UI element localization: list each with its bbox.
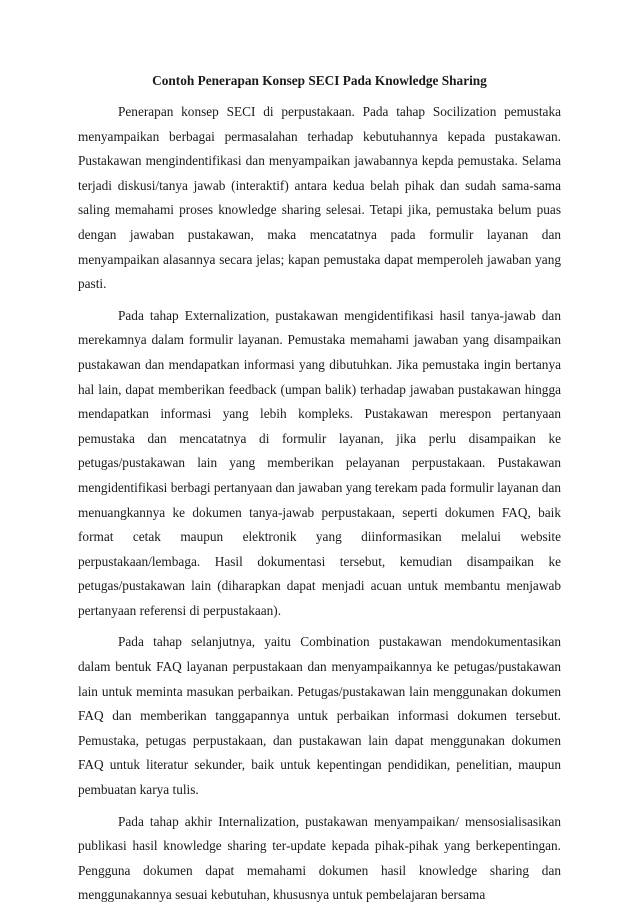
paragraph-socialization: Penerapan konsep SECI di perpustakaan. Pada tahap Socilization pemustaka menyampaikan berbagai permasalahan terhadap kebutuhannya kepada pustakawan. Pustakawan mengindentifikasi dan menyampaikan jawabannya kepda pemustaka. Selama terjadi diskusi/tanya jawab (interaktif) antara kedua belah pihak dan sudah sama-sama saling memahami proses knowledge sharing selesai. Tetapi jika, pemustaka belum puas dengan jawaban pustakawan, maka mencatatnya pada formulir layanan dan menyampaikan alasannya secara jelas; kapan pemustaka dapat memperoleh jawaban yang pasti. (78, 104, 561, 292)
paragraph-internalization: Pada tahap akhir Internalization, pustakawan menyampaikan/ mensosialisasikan publikasi hasil knowledge sharing ter-update kepada pihak-pihak yang berkepentingan. Pengguna dokumen dapat memahami dokumen hasil knowledge sharing dan menggunakannya sesuai kebutuhan, khususnya untuk pembelajaran bersama (78, 813, 561, 903)
paragraph-combination: Pada tahap selanjutnya, yaitu Combination pustakawan mendokumentasikan dalam bentuk FAQ layanan perpustakaan dan menyampaikannya ke petugas/pustakawan lain untuk meminta masukan perbaikan. Petugas/pustakawan lain menggunakan dokumen FAQ dan memberikan tanggapannya untuk perbaikan informasi dokumen tersebut. Pemustaka, petugas perpustakaan, dan pustakawan lain dapat menggunakan dokumen FAQ untuk literatur sekunder, baik untuk kepentingan pendidikan, penelitian, maupun pembuatan karya tulis. (78, 634, 561, 798)
document-title: Contoh Penerapan Konsep SECI Pada Knowledge Sharing (152, 73, 487, 88)
paragraph-externalization: Pada tahap Externalization, pustakawan mengidentifikasi hasil tanya-jawab dan merekamnya dalam formulir layanan. Pemustaka memahami jawaban yang disampaikan pustakawan dan mendapatkan informasi yang dibutuhkan. Jika pemustaka ingin bertanya hal lain, dapat memberikan feedback (umpan balik) terhadap jawaban pustakawan hingga mendapatkan informasi yang lebih kompleks. Pustakawan merespon pertanyaan pemustaka dan mencatatnya di formulir layanan, jika perlu disampaikan ke petugas/pustakawan lain yang memberikan pelayanan perpustakaan. Pustakawan mengidentifikasi berbagi pertanyaan dan jawaban yang terekam pada formulir layanan dan menuangkannya ke dokumen tanya-jawab perpustakaan, seperti dokumen FAQ, baik format cetak maupun elektronik yang diinformasikan melalui website perpustakaan/lembaga. Hasil dokumentasi tersebut, kemudian disampaikan ke petugas/pustakawan lain (diharapkan dapat menjadi acuan untuk membantu menjawab pertanyaan referensi di perpustakaan). (78, 307, 561, 618)
